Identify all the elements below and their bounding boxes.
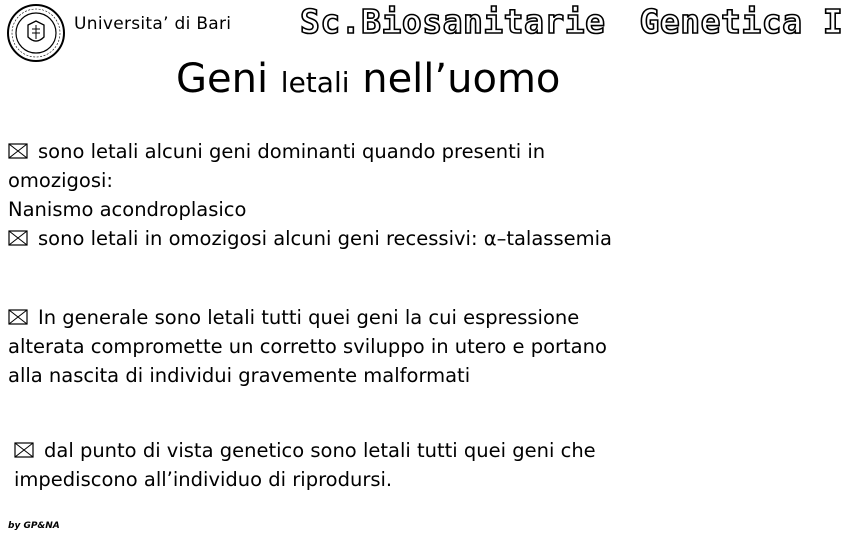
bullet-block-1 [8,137,708,253]
university-seal-icon [6,3,66,63]
bullet-text-continued: alla nascita di individui gravemente malformati [8,364,471,387]
slide-title [176,56,560,102]
title-word-letali: letali [280,66,350,99]
bullet-item [14,436,714,465]
bullet-item [8,224,708,253]
university-name: Universita’ di Bari [74,14,232,34]
bullet-text: sono letali alcuni geni dominanti quando presenti in [38,140,546,163]
alpha-thalassemia-term: α–talassemia [483,227,612,250]
bullet-text: In generale sono letali tutti quei geni la cui espressione [38,306,580,329]
example-text: Nanismo acondroplasico [8,198,247,221]
envelope-bullet-icon [8,143,28,159]
envelope-bullet-icon [8,309,28,325]
bullet-text: sono letali in omozigosi alcuni geni recessivi: [38,227,478,250]
bullet-text: dal punto di vista genetico sono letali tutti quei geni che [44,439,596,462]
bullet-item [8,137,708,166]
bullet-text-continued: omozigosi: [8,169,113,192]
author-credit: by GP&NA [8,521,60,531]
bullet-block-3 [14,436,714,494]
bullet-block-2 [8,303,708,390]
bullet-text-continued: impediscono all’individuo di riprodursi. [14,468,393,491]
title-word-geni: Geni [176,56,269,102]
title-word-nelluomo: nell’uomo [362,56,561,102]
course-name: Sc.Biosanitarie [300,2,606,41]
bullet-text-continued: alterata compromette un corretto sviluppo in utero e portano [8,335,607,358]
course-header [300,2,843,41]
envelope-bullet-icon [8,230,28,246]
envelope-bullet-icon [14,442,34,458]
bullet-item [8,303,708,332]
course-subject: Genetica I [639,2,843,41]
